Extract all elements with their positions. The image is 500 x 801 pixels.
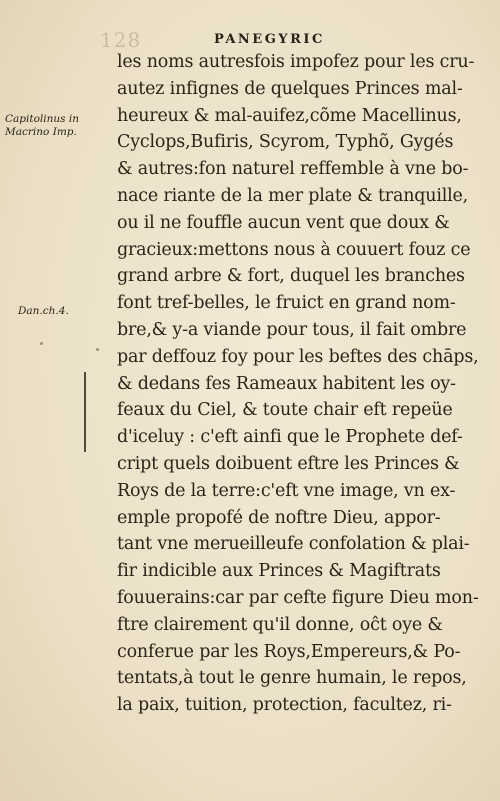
text-line: cript quels doibuent eftre les Princes & [117, 453, 460, 474]
text-line: tant vne merueilleufe confolation & plai- [117, 534, 470, 555]
text-line: font tref-belles, le fruict en grand nom- [117, 293, 456, 314]
ink-speck [40, 342, 43, 345]
text-line: & autres:fon naturel reffemble à vne bo- [117, 159, 469, 180]
text-line: Cyclops,Bufiris, Scyrom, Typhõ, Gygés [117, 132, 454, 153]
text-line: ftre clairement qu'il donne, oĉt oye & [117, 614, 443, 635]
text-line: Roys de la terre:c'eft vne image, vn ex- [117, 480, 456, 501]
text-line: gracieux:mettons nous à couuert fouz ce [117, 239, 471, 260]
text-line: fouuerains:car par cefte figure Dieu mon- [117, 587, 479, 608]
text-line: emple propofé de noftre Dieu, appor- [117, 507, 441, 528]
text-line: tentats,à tout le genre humain, le repos, [117, 668, 467, 689]
page-number: 128 [100, 28, 142, 52]
text-line: grand arbre & fort, duquel les branches [117, 266, 465, 287]
text-line: par deffouz foy pour les beftes des chāps, [117, 346, 479, 367]
marginal-note-daniel: Dan.ch.4. [18, 305, 69, 317]
text-line: feaux du Ciel, & toute chair eft repeüe [117, 400, 453, 421]
running-head: PANEGYRIC [214, 32, 325, 47]
text-line: les noms autresfois impofez pour les cru- [117, 52, 475, 72]
text-line: heureux & mal-auifez,cõme Macellinus, [117, 105, 462, 126]
ink-margin-mark [84, 372, 86, 452]
text-line: nace riante de la mer plate & tranquille, [117, 185, 469, 206]
text-line: & dedans fes Rameaux habitent les oy- [117, 373, 456, 394]
ink-speck [96, 348, 99, 351]
marginal-note-capitolinus: Capitolinus in Macrino Imp. [5, 113, 80, 138]
text-line: la paix, tuition, protection, facultez, ri- [117, 695, 452, 716]
text-line: ou il ne fouffle aucun vent que doux & [117, 212, 450, 233]
text-line: d'iceluy : c'eft ainfi que le Prophete def- [117, 427, 463, 448]
text-line: bre,& y-a viande pour tous, il fait ombre [117, 319, 467, 340]
body-text [117, 49, 477, 719]
text-line: fir indicible aux Princes & Magiftrats [117, 561, 441, 582]
text-line: conferue par les Roys,Empereurs,& Po- [117, 641, 461, 662]
text-line: autez infignes de quelques Princes mal- [117, 78, 463, 99]
